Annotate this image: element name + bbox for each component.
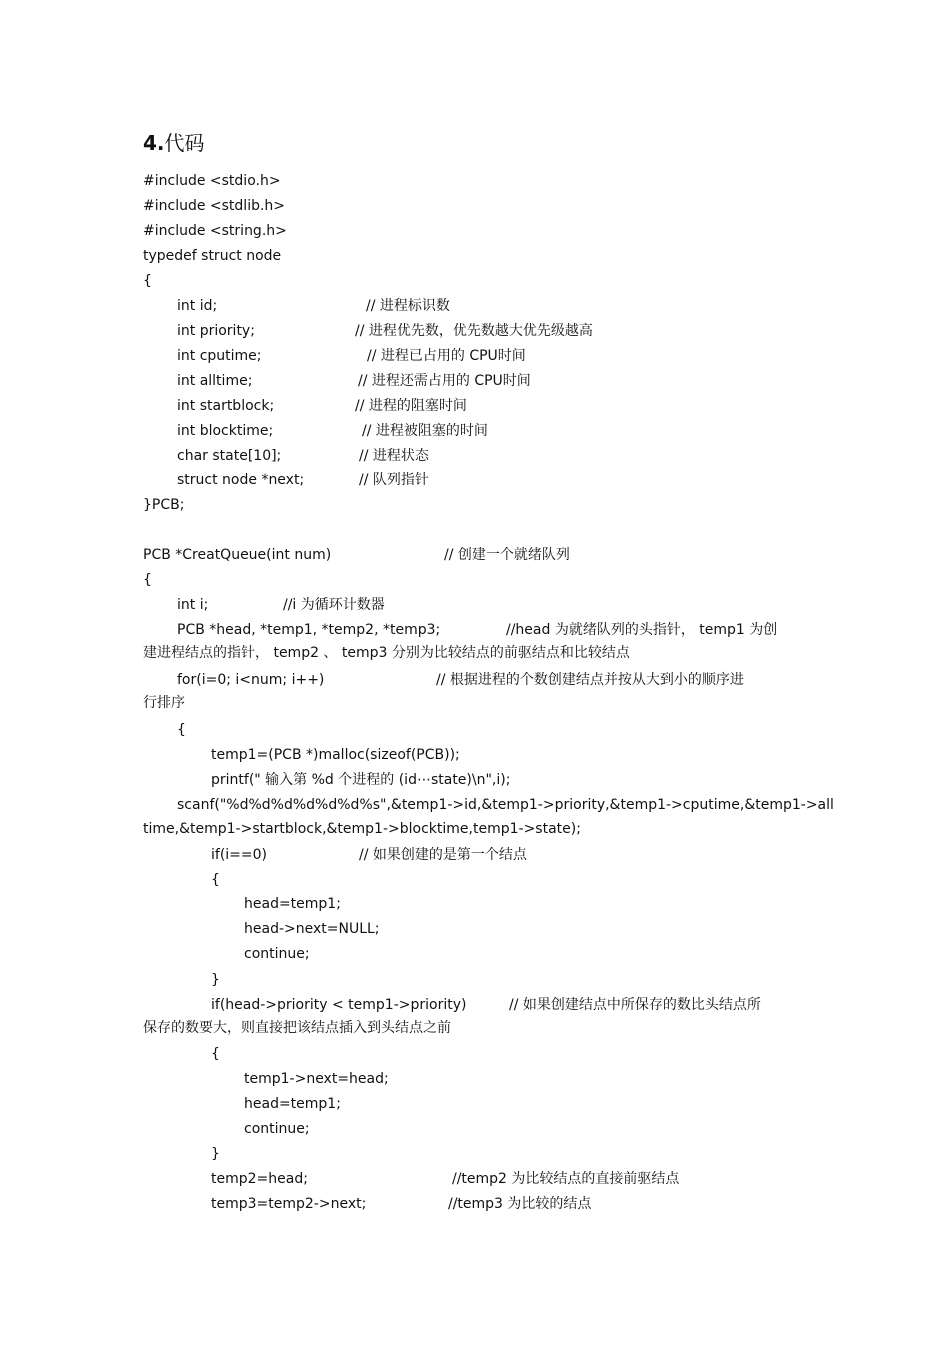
code-line: if(head->priority < temp1->priority)	[211, 997, 467, 1013]
code-line: 建进程结点的指针， temp2 、 temp3 分别为比较结点的前驱结点和比较结点	[143, 645, 630, 661]
code-line: }	[211, 1146, 220, 1162]
code-line: int blocktime;	[177, 423, 274, 439]
code-line: #include <string.h>	[143, 223, 287, 239]
code-comment: // 队列指针	[359, 472, 429, 488]
code-line: {	[211, 1046, 220, 1062]
heading-number: 4.	[143, 131, 165, 155]
code-line: scanf("%d%d%d%d%d%d%s",&temp1->id,&temp1->priority,&temp1->cputime,&temp1->all	[177, 797, 834, 813]
code-line: head=temp1;	[244, 896, 341, 912]
code-line: printf(" 输入第 %d 个进程的 (id⋯state)\n",i);	[211, 772, 511, 788]
code-line: temp2=head;	[211, 1171, 308, 1187]
code-comment: // 创建一个就绪队列	[444, 547, 570, 563]
code-comment: // 进程已占用的 CPU时间	[367, 348, 526, 364]
code-comment: // 根据进程的个数创建结点并按从大到小的顺序进	[436, 672, 744, 688]
code-comment: // 进程状态	[359, 448, 429, 464]
code-line: continue;	[244, 946, 310, 962]
code-line: head=temp1;	[244, 1096, 341, 1112]
code-line: temp1->next=head;	[244, 1071, 389, 1087]
code-line: continue;	[244, 1121, 310, 1137]
code-line: 行排序	[143, 695, 185, 711]
code-comment: //i 为循环计数器	[283, 597, 385, 613]
code-comment: // 进程被阻塞的时间	[362, 423, 488, 439]
code-comment: //temp3 为比较的结点	[448, 1196, 592, 1212]
code-line: temp1=(PCB *)malloc(sizeof(PCB));	[211, 747, 460, 763]
code-line: for(i=0; i<num; i++)	[177, 672, 325, 688]
code-line: }PCB;	[143, 497, 185, 513]
code-line: char state[10];	[177, 448, 282, 464]
code-line: int cputime;	[177, 348, 262, 364]
code-line: }	[211, 972, 220, 988]
code-line: {	[143, 572, 152, 588]
code-line: #include <stdio.h>	[143, 173, 281, 189]
code-line: head->next=NULL;	[244, 921, 380, 937]
code-comment: // 进程优先数，优先数越大优先级越高	[355, 323, 593, 339]
code-comment: // 如果创建的是第一个结点	[359, 847, 527, 863]
code-line: {	[211, 872, 220, 888]
code-line: int startblock;	[177, 398, 275, 414]
code-comment: // 如果创建结点中所保存的数比头结点所	[509, 997, 761, 1013]
code-line: int id;	[177, 298, 218, 314]
code-line: temp3=temp2->next;	[211, 1196, 367, 1212]
code-comment: //head 为就绪队列的头指针， temp1 为创	[506, 622, 778, 638]
code-line: PCB *CreatQueue(int num)	[143, 547, 332, 563]
code-line: {	[143, 273, 152, 289]
code-line: time,&temp1->startblock,&temp1->blocktime,temp1->state);	[143, 821, 581, 837]
code-line: struct node *next;	[177, 472, 305, 488]
code-line: 保存的数要大，则直接把该结点插入到头结点之前	[143, 1020, 451, 1036]
code-comment: // 进程标识数	[366, 298, 450, 314]
code-comment: // 进程还需占用的 CPU时间	[358, 373, 531, 389]
code-line: #include <stdlib.h>	[143, 198, 286, 214]
code-line: typedef struct node	[143, 248, 282, 264]
code-comment: // 进程的阻塞时间	[355, 398, 467, 414]
code-line: if(i==0)	[211, 847, 267, 863]
code-line: int i;	[177, 597, 209, 613]
code-line: PCB *head, *temp1, *temp2, *temp3;	[177, 622, 441, 638]
code-line: {	[177, 722, 186, 738]
heading-text: 代码	[164, 131, 205, 155]
code-line: int priority;	[177, 323, 255, 339]
code-comment: //temp2 为比较结点的直接前驱结点	[452, 1171, 680, 1187]
code-line: int alltime;	[177, 373, 253, 389]
